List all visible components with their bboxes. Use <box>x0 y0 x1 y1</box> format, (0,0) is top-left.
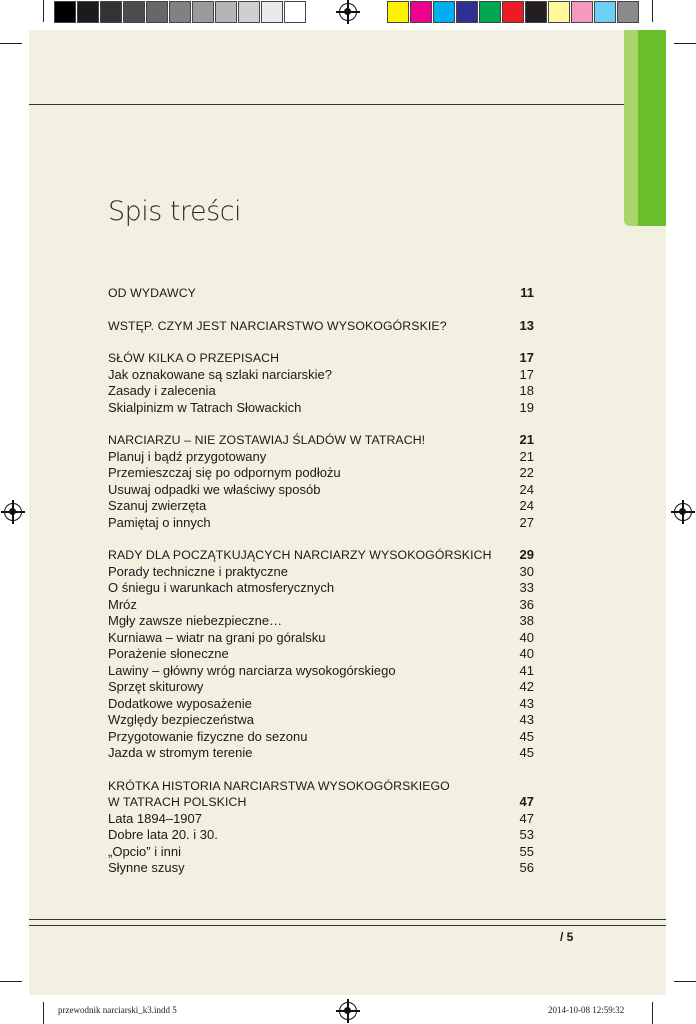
entry-title: Planuj i bądź przygotowany <box>108 448 267 464</box>
toc-entry-row <box>108 564 534 581</box>
toc-entry-row <box>108 696 534 713</box>
chapter-page-number: 47 <box>519 794 534 809</box>
header-rule <box>29 104 624 105</box>
gray-swatch <box>238 1 260 23</box>
table-of-contents <box>108 285 534 893</box>
gray-swatch <box>146 1 168 23</box>
color-swatch <box>433 1 455 23</box>
toc-entry-row <box>108 745 534 762</box>
entry-page-number: 42 <box>519 679 534 694</box>
toc-section <box>108 778 534 877</box>
chapter-title: KRÓTKA HISTORIA NARCIARSTWA WYSOKOGÓRSKIEGO <box>108 778 450 793</box>
gray-swatch <box>284 1 306 23</box>
toc-entry-row <box>108 400 534 417</box>
entry-page-number: 53 <box>519 827 534 842</box>
entry-title: Przygotowanie fizyczne do sezonu <box>108 728 308 744</box>
entry-page-number: 43 <box>519 695 534 711</box>
entry-page-number: 40 <box>519 629 534 645</box>
entry-page-number: 38 <box>519 613 534 628</box>
entry-title: Lawiny – główny wróg narciarza wysokogórskiego <box>108 662 396 678</box>
toc-entry-row <box>108 712 534 729</box>
entry-page-number: 40 <box>519 646 534 661</box>
entry-title: Słynne szusy <box>108 860 185 875</box>
chapter-title: W TATRACH POLSKICH <box>108 795 247 809</box>
entry-page-number: 33 <box>519 580 534 595</box>
chapter-page-number: 29 <box>519 547 534 562</box>
crop-mark <box>652 0 653 22</box>
entry-title: Sprzęt skiturowy <box>108 679 204 694</box>
entry-page-number: 17 <box>519 366 534 382</box>
entry-page-number: 36 <box>519 596 534 612</box>
chapter-page-number: 17 <box>519 350 534 365</box>
entry-title: Dodatkowe wyposażenie <box>108 695 252 711</box>
chapter-title: RADY DLA POCZĄTKUJĄCYCH NARCIARZY WYSOKOGÓRSKICH <box>108 548 492 562</box>
gray-swatch <box>192 1 214 23</box>
color-swatch <box>410 1 432 23</box>
page-number: / 5 <box>560 930 574 944</box>
toc-entry-row <box>108 646 534 663</box>
entry-page-number: 22 <box>519 465 534 480</box>
gray-swatch <box>215 1 237 23</box>
chapter-page-number: 13 <box>519 317 534 333</box>
entry-title: Jazda w stromym terenie <box>108 745 253 760</box>
page-title: Spis treści <box>108 196 242 227</box>
footer-rule <box>29 925 666 926</box>
entry-title: Względy bezpieczeństwa <box>108 712 254 727</box>
entry-title: Przemieszczaj się po odpornym podłożu <box>108 465 341 480</box>
toc-section <box>108 285 534 302</box>
entry-title: Szanuj zwierzęta <box>108 498 207 513</box>
entry-title: Mgły zawsze niebezpieczne… <box>108 613 283 628</box>
entry-page-number: 55 <box>519 843 534 859</box>
toc-section <box>108 318 534 335</box>
toc-chapter-row <box>108 778 534 795</box>
color-swatch <box>387 1 409 23</box>
footer-rule <box>29 919 666 920</box>
gray-swatch <box>100 1 122 23</box>
toc-entry-row <box>108 844 534 861</box>
slug-timestamp: 2014-10-08 12:59:32 <box>548 1005 625 1015</box>
toc-section <box>108 547 534 762</box>
color-swatch <box>502 1 524 23</box>
entry-title: Skialpinizm w Tatrach Słowackich <box>108 399 302 415</box>
toc-section <box>108 350 534 416</box>
color-swatch <box>479 1 501 23</box>
entry-page-number: 24 <box>519 498 534 513</box>
entry-title: Porażenie słoneczne <box>108 646 229 661</box>
toc-entry-row <box>108 482 534 499</box>
toc-chapter-row <box>108 285 534 302</box>
registration-mark-icon <box>674 503 692 521</box>
toc-entry-row <box>108 860 534 877</box>
toc-section <box>108 432 534 531</box>
chapter-title: SŁÓW KILKA O PRZEPISACH <box>108 351 280 365</box>
entry-title: Porady techniczne i praktyczne <box>108 563 288 579</box>
toc-chapter-row <box>108 350 534 367</box>
toc-entry-row <box>108 498 534 515</box>
gray-swatch <box>123 1 145 23</box>
registration-mark-icon <box>4 503 22 521</box>
crop-mark <box>674 981 696 982</box>
toc-entry-row <box>108 679 534 696</box>
color-swatch <box>548 1 570 23</box>
color-swatch <box>571 1 593 23</box>
toc-entry-row <box>108 367 534 384</box>
slug-file-name: przewodnik narciarski_k3.indd 5 <box>58 1005 177 1015</box>
chapter-title: WSTĘP. CZYM JEST NARCIARSTWO WYSOKOGÓRSKIE? <box>108 318 447 333</box>
color-swatch <box>594 1 616 23</box>
entry-title: Dobre lata 20. i 30. <box>108 827 218 842</box>
toc-entry-row <box>108 515 534 532</box>
color-swatch <box>456 1 478 23</box>
entry-title: Zasady i zalecenia <box>108 383 216 398</box>
toc-entry-row <box>108 613 534 630</box>
gray-swatch <box>261 1 283 23</box>
entry-page-number: 41 <box>519 662 534 678</box>
crop-mark <box>0 981 22 982</box>
crop-mark <box>674 43 696 44</box>
entry-page-number: 21 <box>519 448 534 464</box>
toc-entry-row <box>108 449 534 466</box>
toc-entry-row <box>108 597 534 614</box>
toc-entry-row <box>108 827 534 844</box>
entry-page-number: 45 <box>519 728 534 744</box>
entry-page-number: 24 <box>519 481 534 497</box>
toc-entry-row <box>108 383 534 400</box>
toc-chapter-row <box>108 794 534 811</box>
toc-entry-row <box>108 630 534 647</box>
gray-swatch <box>54 1 76 23</box>
crop-mark <box>652 1002 653 1024</box>
entry-title: Mróz <box>108 596 137 612</box>
entry-page-number: 30 <box>519 563 534 579</box>
crop-mark <box>43 0 44 22</box>
entry-page-number: 18 <box>519 383 534 398</box>
toc-chapter-row <box>108 432 534 449</box>
toc-entry-row <box>108 811 534 828</box>
color-swatch <box>617 1 639 23</box>
toc-chapter-row <box>108 318 534 335</box>
entry-title: Lata 1894–1907 <box>108 810 202 826</box>
toc-entry-row <box>108 580 534 597</box>
chapter-tab-dark <box>638 30 666 226</box>
entry-title: Pamiętaj o innych <box>108 514 211 530</box>
crop-mark <box>0 43 22 44</box>
toc-entry-row <box>108 465 534 482</box>
gray-swatch <box>77 1 99 23</box>
entry-page-number: 47 <box>519 810 534 826</box>
entry-title: Usuwaj odpadki we właściwy sposób <box>108 481 321 497</box>
registration-mark-icon <box>339 1002 357 1020</box>
registration-mark-icon <box>339 3 357 21</box>
entry-title: Jak oznakowane są szlaki narciarskie? <box>108 366 332 382</box>
entry-page-number: 19 <box>519 399 534 415</box>
entry-page-number: 43 <box>519 712 534 727</box>
toc-entry-row <box>108 663 534 680</box>
gray-swatch <box>169 1 191 23</box>
entry-page-number: 27 <box>519 514 534 530</box>
color-swatch <box>525 1 547 23</box>
crop-mark <box>43 1002 44 1024</box>
chapter-page-number: 21 <box>519 432 534 447</box>
entry-title: Kurniawa – wiatr na grani po góralsku <box>108 629 326 645</box>
entry-title: „Opcio” i inni <box>108 843 181 859</box>
toc-entry-row <box>108 729 534 746</box>
entry-title: O śniegu i warunkach atmosferycznych <box>108 580 335 595</box>
chapter-title: OD WYDAWCY <box>108 286 196 300</box>
chapter-title: NARCIARZU – NIE ZOSTAWIAJ ŚLADÓW W TATRACH! <box>108 433 426 447</box>
toc-chapter-row <box>108 547 534 564</box>
chapter-page-number: 11 <box>520 285 534 300</box>
entry-page-number: 56 <box>519 860 534 875</box>
entry-page-number: 45 <box>519 745 534 760</box>
